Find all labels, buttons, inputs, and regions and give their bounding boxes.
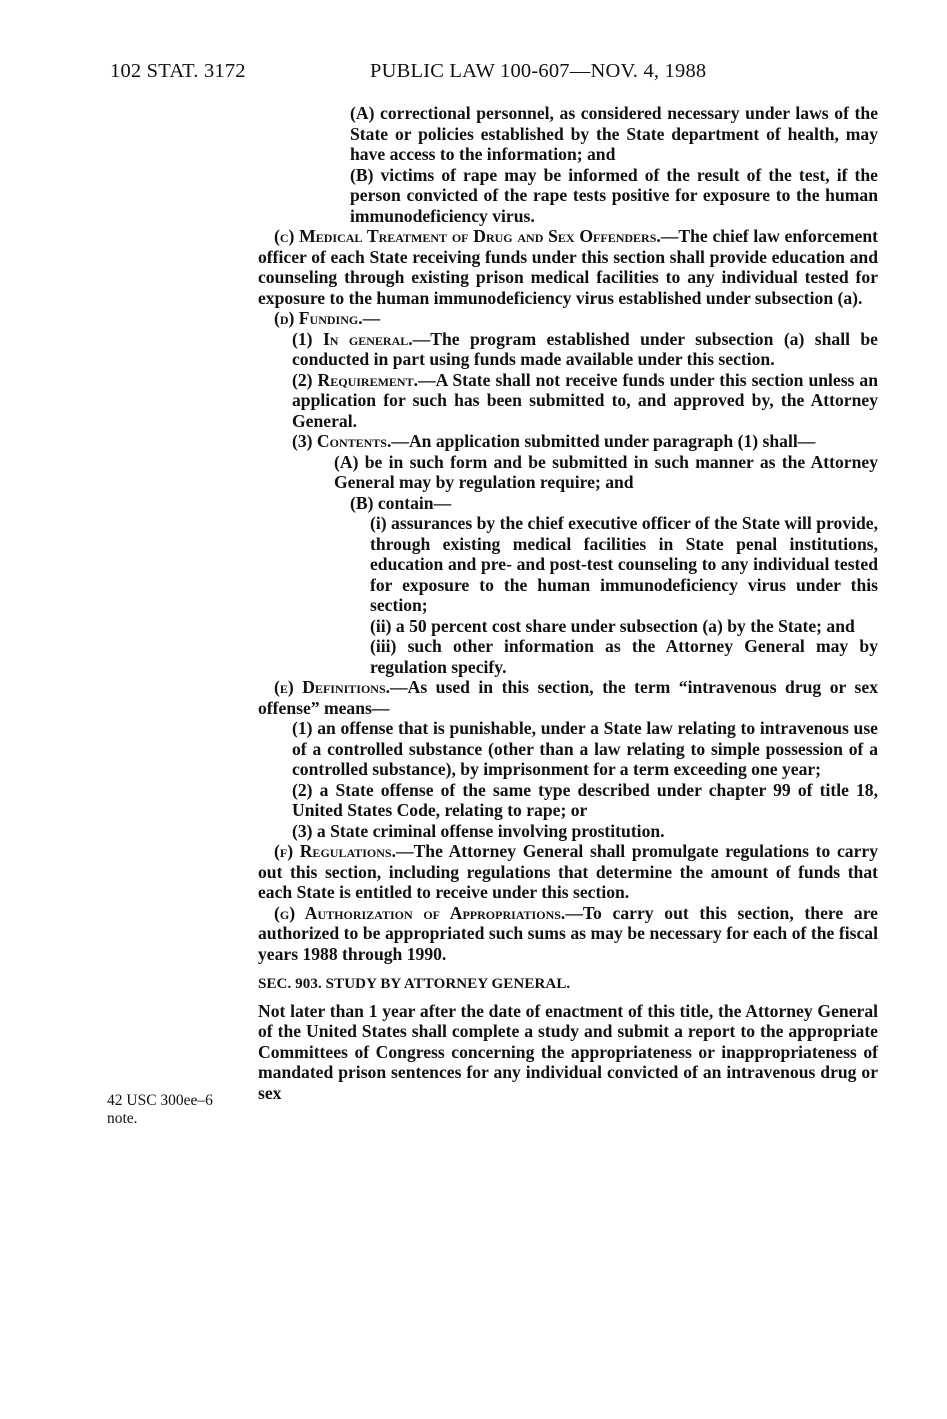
clause-d-3-B-iii: (iii) such other information as the Attorney General may by regulation specify. <box>370 636 878 677</box>
paragraph-e-3: (3) a State criminal offense involving prostitution. <box>292 820 665 841</box>
subsection-f-text: —The Attorney General shall promulgate regulations to carry out this section, including regulations that determine the amount of funds that each State is entitled to receive under this section. <box>258 841 878 902</box>
page-header <box>92 54 762 94</box>
subsection-e-heading: (e) Definitions. <box>274 677 391 697</box>
subsection-e <box>258 677 878 718</box>
subsection-g-text: —To carry out this section, there are authorized to be appropriated such sums as may be necessary for each of the fiscal years 1988 through 1990. <box>258 902 878 964</box>
subsection-g-heading: (g) Authorization of Appropriations. <box>274 902 566 923</box>
section-903-text: Not later than 1 year after the date of enactment of this title, the Attorney General of the United States shall complete a study and submit a report to the appropriate Committees of Congress concerning the appropriateness or inappropriateness of mandated prison sentences for any individual convicted of an intravenous drug or sex <box>258 1000 878 1103</box>
paragraph-d-3-B: (B) contain— <box>350 492 452 513</box>
paragraph-a-A: (A) correctional personnel, as considered necessary under laws of the State or policies established by the State department of health, may have access to the information; and <box>350 103 878 164</box>
clause-d-3-B-ii: (ii) a 50 percent cost share under subsection (a) by the State; and <box>370 615 855 636</box>
paragraph-d-3-text: —An application submitted under paragraph (1) shall— <box>391 431 816 451</box>
paragraph-e-2: (2) a State offense of the same type described under chapter 99 of title 18, United States Code, relating to rape; or <box>292 779 878 820</box>
stat-page-reference: 102 STAT. 3172 <box>110 60 246 82</box>
subsection-d-heading: (d) Funding.— <box>274 308 381 328</box>
subsection-c-heading: (c) Medical Treatment of Drug and Sex Offenders. <box>274 226 661 246</box>
clause-d-3-B-i: (i) assurances by the chief executive officer of the State will provide, through existing medical facilities in State penal institutions, education and pre- and post-test counseling to any individual tested for exposure to the human immunodeficiency virus under this section; <box>370 513 878 615</box>
margin-note-line-2: note. <box>107 1110 138 1127</box>
margin-note-line-1: 42 USC 300ee–6 <box>107 1092 213 1109</box>
paragraph-d-2-heading: (2) Requirement. <box>292 369 418 390</box>
subsection-f <box>258 841 878 903</box>
paragraph-e-1: (1) an offense that is punishable, under a State law relating to intravenous use of a controlled substance (other than a law relating to simple possession of a controlled substance), by imprisonment for a term exceeding one year; <box>292 718 878 779</box>
section-903-heading: SEC. 903. STUDY BY ATTORNEY GENERAL. <box>258 976 571 992</box>
margin-citation-note <box>107 1092 237 1128</box>
paragraph-d-2-text: —A State shall not receive funds under this section unless an application for such has been submitted to, and approved by, the Attorney General. <box>292 369 878 431</box>
paragraph-d-3 <box>258 431 878 452</box>
document-body <box>258 103 878 1103</box>
subsection-g <box>258 903 878 965</box>
paragraph-a-B: (B) victims of rape may be informed of the result of the test, if the person convicted of the rape tests positive for exposure to the human immunodeficiency virus. <box>350 164 878 226</box>
subsection-f-heading: (f) Regulations. <box>274 841 396 861</box>
subsection-c-text: —The chief law enforcement officer of each State receiving funds under this section shall provide education and counseling through existing prison medical facilities to any individual tested for exposure to the human immunodeficiency virus established under subsection (a). <box>258 226 878 308</box>
public-law-reference: PUBLIC LAW 100-607—NOV. 4, 1988 <box>370 60 707 82</box>
paragraph-d-3-heading: (3) Contents. <box>292 431 392 451</box>
subsection-e-text: —As used in this section, the term “intravenous drug or sex offense” means— <box>258 677 878 718</box>
paragraph-d-1-text: —The program established under subsection (a) shall be conducted in part using funds made available under this section. <box>292 328 878 369</box>
paragraph-d-1 <box>258 329 878 370</box>
paragraph-d-1-heading: (1) In general. <box>292 328 413 349</box>
paragraph-d-2 <box>258 370 878 432</box>
subsection-c <box>258 226 878 308</box>
paragraph-d-3-A: (A) be in such form and be submitted in such manner as the Attorney General may by regulation require; and <box>334 451 878 492</box>
